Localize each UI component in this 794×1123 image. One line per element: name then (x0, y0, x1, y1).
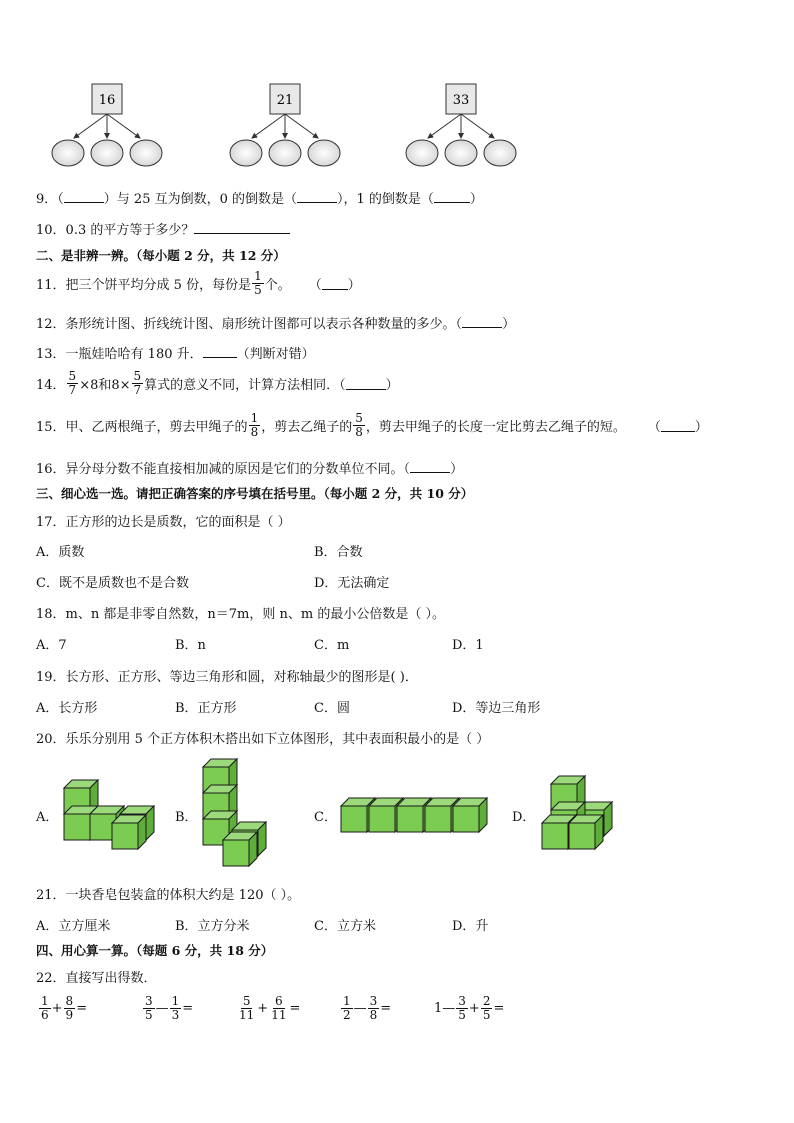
option-b[interactable]: B．n (175, 638, 206, 653)
question-16: 16．异分母分数不能直接相加减的原因是它们的分数单位不同。（ ） (36, 462, 464, 477)
question-22: 22．直接写出得数． (36, 971, 157, 986)
cube-figures (0, 755, 794, 880)
option-d-label[interactable]: D． (512, 810, 536, 825)
figure-c (341, 798, 487, 832)
option-b[interactable]: B．立方分米 (175, 919, 250, 934)
figure-b (203, 759, 266, 866)
question-number: 9． (36, 192, 58, 207)
option-c[interactable]: C．立方米 (314, 919, 376, 934)
tree-root-label: 33 (452, 93, 470, 108)
fraction: $\frac{1}{8}$ (250, 411, 259, 439)
option-d[interactable]: D．无法确定 (314, 576, 390, 591)
tree-16 (52, 84, 162, 166)
question-20: 20．乐乐分别用 5 个正方体积木搭出如下立体图形，其中表面积最小的是（ ） (36, 732, 490, 747)
fraction: $\frac{1}{5}$ (254, 269, 262, 297)
answer-blank[interactable] (64, 190, 104, 203)
option-a[interactable]: A．质数 (36, 545, 85, 560)
fraction: $\frac{5}{8}$ (355, 411, 363, 439)
tree-root-label: 21 (276, 93, 294, 108)
answer-blank[interactable] (203, 345, 237, 358)
fraction: $\frac{5}{7}$ (68, 369, 77, 397)
option-d[interactable]: D．升 (452, 919, 489, 934)
option-a[interactable]: A．长方形 (36, 701, 98, 716)
answer-blank[interactable] (410, 460, 450, 473)
option-b[interactable]: B．合数 (314, 545, 363, 560)
section-heading-3: 三、细心选一选。请把正确答案的序号填在括号里。（每小题 2 分，共 10 分） (36, 486, 474, 501)
answer-blank[interactable] (297, 190, 337, 203)
number-trees (40, 80, 540, 175)
option-a[interactable]: A．7 (36, 638, 67, 653)
figure-a (64, 780, 154, 849)
figure-d (542, 776, 612, 849)
answer-blank[interactable] (434, 190, 470, 203)
option-c[interactable]: C．m (314, 638, 350, 653)
calc-expression-4: $\frac{1}{2}$ — $\frac{3}{8}$ = (343, 994, 392, 1022)
question-11: 11． 把三个饼平均分成 5 份，每份是 $\frac{1}{5}$ 个。 （ ） (36, 269, 361, 297)
section-heading-4: 四、用心算一算。（每题 6 分，共 18 分） (36, 943, 274, 958)
calc-expression-2: $\frac{3}{5}$ — $\frac{1}{3}$ = (145, 994, 194, 1022)
option-c[interactable]: C．圆 (314, 701, 350, 716)
question-21: 21．一块香皂包装盒的体积大约是 120（ ）。 (36, 888, 301, 903)
calc-expression-3: $\frac{5}{11}$ + $\frac{6}{11}$ = (239, 994, 301, 1022)
question-18: 18．m、n 都是非零自然数，n＝7m，则 n、m 的最小公倍数是（ ）。 (36, 607, 445, 622)
tree-root-label: 16 (98, 93, 116, 108)
question-17: 17．正方形的边长是质数，它的面积是（ ） (36, 515, 291, 530)
question-14: 14． $\frac{5}{7}$ ×8和8× $\frac{5}{7}$ 算式的意义不同，计算方法相同．（ ） (36, 369, 399, 397)
question-12: 12．条形统计图、折线统计图、扇形统计图都可以表示各种数量的多少。（ ） (36, 317, 516, 332)
fraction: $\frac{5}{7}$ (133, 369, 142, 397)
option-b[interactable]: B．正方形 (175, 701, 237, 716)
option-a-label[interactable]: A． (36, 810, 59, 825)
option-b-label[interactable]: B． (175, 810, 198, 825)
answer-blank[interactable] (322, 277, 348, 290)
question-13: 13．一瓶娃哈哈有 180 升． （判断对错） (36, 347, 315, 362)
option-d[interactable]: D．等边三角形 (452, 701, 541, 716)
option-d[interactable]: D．1 (452, 638, 484, 653)
question-15: 15． 甲、乙两根绳子，剪去甲绳子的 $\frac{1}{8}$ ，剪去乙绳子的 $\frac{5}{8}$ ，剪去甲绳子的长度一定比剪去乙绳子的短。 （ ） (36, 411, 708, 439)
tree-21 (230, 84, 340, 166)
answer-blank[interactable] (346, 377, 386, 390)
question-9: 9．（ ）与 25 互为倒数，0 的倒数是（ ），1 的倒数是（ ） (36, 192, 483, 207)
section-heading-2: 二、是非辨一辨。（每小题 2 分，共 12 分） (36, 248, 286, 263)
option-a[interactable]: A．立方厘米 (36, 919, 111, 934)
question-number: 10． (36, 223, 66, 238)
answer-blank[interactable] (462, 315, 502, 328)
question-10: 10．0.3 的平方等于多少？ (36, 219, 290, 238)
tree-33 (406, 84, 516, 166)
calc-expression-5: 1— $\frac{3}{5}$ + $\frac{2}{5}$ = (434, 994, 505, 1022)
question-19: 19．长方形、正方形、等边三角形和圆，对称轴最少的图形是( )． (36, 670, 418, 685)
answer-blank[interactable] (194, 221, 290, 234)
answer-blank[interactable] (661, 419, 695, 432)
option-c-label[interactable]: C． (314, 810, 337, 825)
option-c[interactable]: C．既不是质数也不是合数 (36, 576, 189, 591)
calc-expression-1: $\frac{1}{6}$ + $\frac{8}{9}$ = (41, 994, 88, 1022)
